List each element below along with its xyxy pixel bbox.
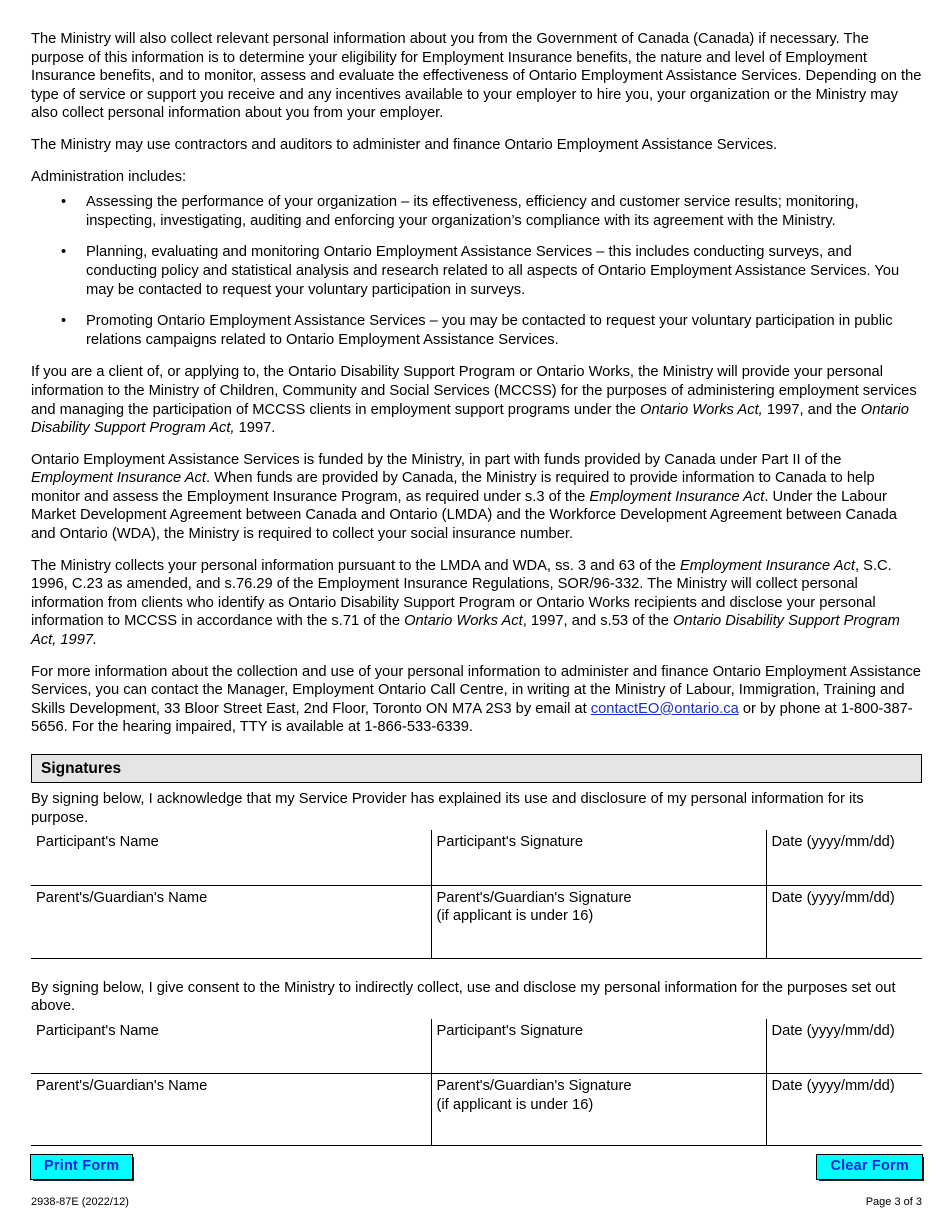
form-actions-row xyxy=(31,1155,922,1189)
text-run: The Ministry will also collect relevant personal information about you from the Government of Canada (Canada) if necessary. The purpose of this information is to determine your eligibility for Employment Insurance benefits, the nature and level of Employment Insurance benefits, and to monitor, assess and evaluate the effectiveness of Ontario Employment Assistance Services. Depending on the type of service or support you receive and any incentives available to your employer to hire you, your organization or the Ministry may also collect personal information about you from your employer. xyxy=(31,31,922,122)
list-item-text: Promoting Ontario Employment Assistance Services – you may be contacted to request your voluntary participation in public relations campaigns related to Ontario Employment Assistance Services. xyxy=(86,313,893,348)
consent-participant-date-field[interactable]: Date (yyyy/mm/dd) xyxy=(766,1019,922,1074)
page-title: Signatures xyxy=(41,759,122,777)
form-code-label: 2938-87E (2022/12) xyxy=(31,1196,129,1208)
paragraph-ministry-collection xyxy=(31,30,922,123)
text-run: 1997. xyxy=(234,420,276,437)
text-run: , 1997, and s.53 of the xyxy=(522,613,673,630)
consent-guardian-name-field[interactable]: Parent's/Guardian's Name xyxy=(31,1074,431,1146)
text-run: . Under the Labour Market Development Agreement between Canada and Ontario (LMDA) and the Workforce Development Agreement between Canada and Ontario (WDA), the Ministry is required to collect your social insurance number. xyxy=(31,488,897,543)
signature-table-acknowledgement xyxy=(31,830,922,959)
section-spacer xyxy=(31,959,922,972)
consent-participant-signature-field[interactable]: Participant's Signature xyxy=(431,1019,766,1074)
bullet-icon: • xyxy=(61,244,67,261)
administration-includes-label: Administration includes: xyxy=(31,168,187,185)
bullet-icon: • xyxy=(61,194,67,211)
text-run: The Ministry may use contractors and auditors to administer and finance Ontario Employment Assistance Services. xyxy=(31,136,778,153)
contact-text-after-link: or by phone at 1-800-387-5656. For the hearing impaired, TTY is available at 1-866-533-6339. xyxy=(31,700,913,736)
paragraph-contractors-auditors xyxy=(31,136,922,155)
contact-email-link[interactable]: contactEO@ontario.ca xyxy=(590,700,739,717)
signature-block-2-intro: By signing below, I give consent to the Ministry to indirectly collect, use and disclose my personal information for the purposes set out above. xyxy=(31,979,896,1015)
list-item-text: Assessing the performance of your organization – its effectiveness, efficiency and customer service results; monitoring, inspecting, investigating, auditing and enforcing your organization’s compliance with its agreement with the Ministry. xyxy=(86,194,859,229)
consent-guardian-date-field[interactable]: Date (yyyy/mm/dd) xyxy=(766,1074,922,1146)
guardian-name-field[interactable]: Parent's/Guardian's Name xyxy=(31,885,431,958)
text-run: Ontario Employment Assistance Services is funded by the Ministry, in part with funds provided by Canada under Part II of the xyxy=(31,451,842,468)
signature-block-1-intro: By signing below, I acknowledge that my Service Provider has explained its use and disclosure of my personal information for its purpose. xyxy=(31,791,864,826)
consent-guardian-signature-note: (if applicant is under 16) xyxy=(436,1096,594,1113)
table-row xyxy=(31,830,922,885)
administration-bullet-list xyxy=(31,193,922,349)
paragraph-contact-information xyxy=(31,663,922,737)
contact-text-before-link: For more information about the collection and use of your personal information to administer and finance Ontario Employment Assistance Services, you can contact the Manager, Employment Ontario Call Centre, in writing at the Ministry of Labour, Immigration, Training and Skills Development, 33 Bloor Street East, 2nd Floor, Toronto ON M7A 2S3 by email at xyxy=(31,663,921,717)
consent-participant-name-field[interactable]: Participant's Name xyxy=(31,1019,431,1074)
paragraph-collection-authority xyxy=(31,557,922,650)
italic-citation: Employment Insurance Act xyxy=(589,488,765,505)
consent-guardian-signature-label: Parent's/Guardian's Signature xyxy=(436,1078,632,1095)
bullet-icon: • xyxy=(61,313,67,330)
print-form-button[interactable]: Print Form xyxy=(31,1155,132,1179)
text-run: The Ministry collects your personal information pursuant to the LMDA and WDA, ss. 3 and 63 of the xyxy=(31,557,681,574)
guardian-signature-label: Parent's/Guardian's Signature xyxy=(436,889,632,906)
consent-guardian-signature-field[interactable] xyxy=(431,1074,766,1146)
list-item-text: Planning, evaluating and monitoring Ontario Employment Assistance Services – this includes conducting surveys, and conducting policy and statistical analysis and research related to all aspects of Ontario Employment Assistance Services. You may be contacted to request your voluntary participation in surveys. xyxy=(86,244,900,298)
guardian-signature-field[interactable] xyxy=(431,885,766,958)
text-run: 1997, and the xyxy=(762,401,861,418)
italic-citation: Employment Insurance Act xyxy=(680,557,855,574)
paragraph-funding-lmda-wda xyxy=(31,451,922,544)
italic-citation: Ontario Disability Support Program Act, 1997. xyxy=(31,613,900,649)
guardian-date-field[interactable]: Date (yyyy/mm/dd) xyxy=(766,885,922,958)
table-row xyxy=(31,1074,922,1146)
participant-name-field[interactable]: Participant's Name xyxy=(31,830,431,885)
signature-table-consent xyxy=(31,1019,922,1147)
italic-citation: Ontario Works Act xyxy=(404,613,523,630)
table-row xyxy=(31,1019,922,1074)
italic-citation: Employment Insurance Act xyxy=(31,470,206,487)
page-footer xyxy=(31,1196,922,1208)
text-run: If you are a client of, or applying to, the Ontario Disability Support Program or Ontario Works, the Ministry will provide your personal information to the Ministry of Children, Community and Social Services (MCCSS) for the purposes of administering employment services and managing the participation of MCCSS clients in employment support programs under the xyxy=(31,364,917,418)
list-item xyxy=(31,193,922,230)
list-item xyxy=(31,243,922,299)
table-row xyxy=(31,885,922,958)
clear-form-button[interactable]: Clear Form xyxy=(817,1155,922,1179)
text-run: . When funds are provided by Canada, the Ministry is required to provide information to Canada to help monitor and assess the Employment Insurance Program, as required under s.3 of the xyxy=(31,470,875,505)
italic-citation: Ontario Works Act, xyxy=(640,401,763,418)
signatures-section-header xyxy=(31,754,922,783)
guardian-signature-note: (if applicant is under 16) xyxy=(436,907,594,924)
page-number-label: Page 3 of 3 xyxy=(865,1196,922,1208)
participant-date-field[interactable]: Date (yyyy/mm/dd) xyxy=(766,830,922,885)
italic-citation: Ontario Disability Support Program Act, xyxy=(31,401,909,437)
paragraph-odsp-ontario-works xyxy=(31,363,922,437)
participant-signature-field[interactable]: Participant's Signature xyxy=(431,830,766,885)
text-run: , S.C. 1996, C.23 as amended, and s.76.29 of the Employment Insurance Regulations, SOR/96-332. The Ministry will collect personal information from clients who identify as Ontario Disability Support Program or Ontario Works recipients and disclose your personal information to MCCSS in accordance with the s.71 of the xyxy=(31,557,892,630)
list-item xyxy=(31,312,922,349)
